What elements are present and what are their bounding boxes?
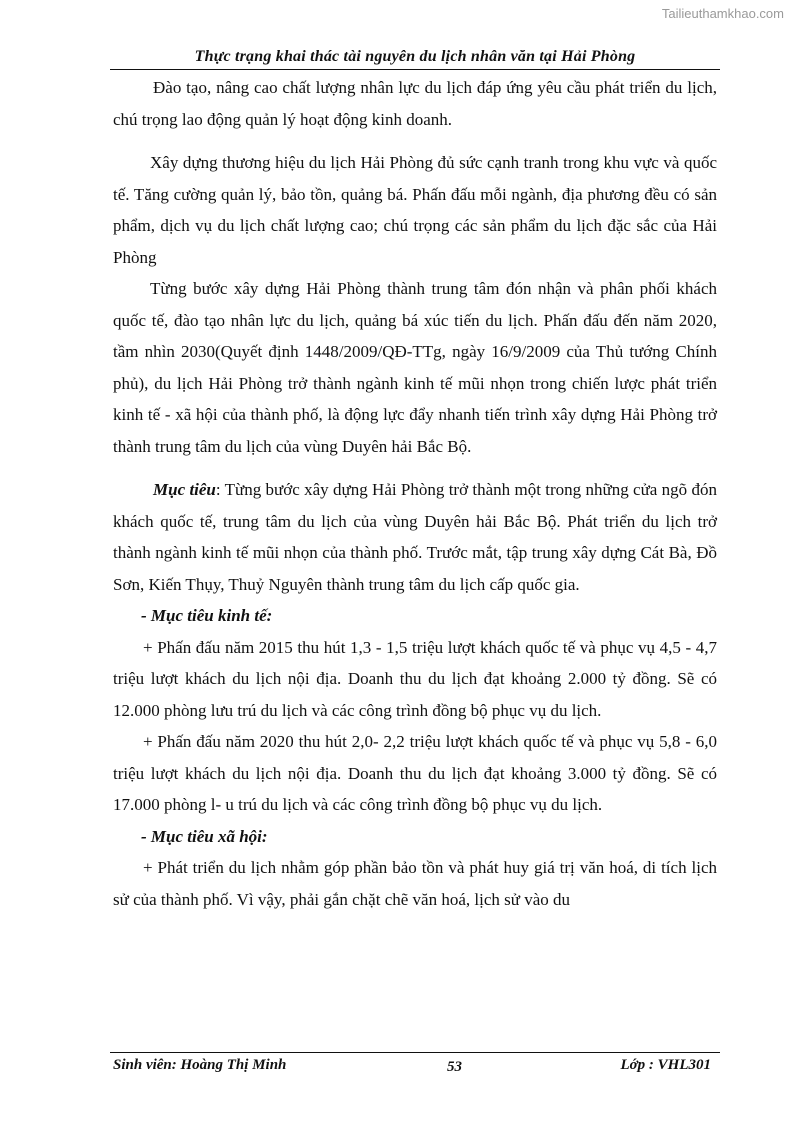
footer-class: Lớp : VHL301 xyxy=(620,1057,711,1073)
social-goal: + Phát triển du lịch nhằm góp phần bảo tồn và phát huy giá trị văn hoá, di tích lịch sử của thành phố. Vì vậy, phải gắn chặt chẽ văn hoá, lịch sử vào du xyxy=(113,858,717,909)
economic-goal-2020: + Phấn đấu năm 2020 thu hút 2,0- 2,2 triệu lượt khách quốc tế và phục vụ 5,8 - 6,0 triệu lượt khách du lịch nội địa. Doanh thu du lịch đạt khoảng 3.000 tỷ đồng. Sẽ có 17.000 phòng l- u trú du lịch và các công trình đồng bộ phục vụ du lịch. xyxy=(113,732,717,814)
running-header: Thực trạng khai thác tài nguyên du lịch nhân văn tại Hải Phòng xyxy=(194,48,636,65)
footer-student: Sinh viên: Hoàng Thị Minh xyxy=(113,1057,287,1073)
paragraph-hub: Từng bước xây dựng Hải Phòng thành trung tâm đón nhận và phân phối khách quốc tế, đào tạo nhân lực du lịch, quảng bá xúc tiến du lịch. Phấn đấu đến năm 2020, tầm nhìn 2030(Quyết định 1448/2009/QĐ-TTg, ngày 16/9/2009 của Thủ tướng Chính phủ), du lịch Hải Phòng trở thành ngành kinh tế mũi nhọn trong chiến lược phát triển kinh tế - xã hội của thành phố, là động lực đẩy nhanh tiến trình xây dựng Hải Phòng trở thành trung tâm du lịch của vùng Duyên hải Bắc Bộ. xyxy=(113,279,717,456)
paragraph-brand: Xây dựng thương hiệu du lịch Hải Phòng đủ sức cạnh tranh trong khu vực và quốc tế. Tăng cường quản lý, bảo tồn, quảng bá. Phấn đấu mỗi ngành, địa phương đều có sản phẩm, dịch vụ du lịch chất lượng cao; chú trọng các sản phẩm du lịch đặc sắc của Hải Phòng xyxy=(113,153,717,267)
footer-page-number: 53 xyxy=(447,1059,462,1075)
objective-label: Mục tiêu xyxy=(153,480,216,499)
footer-rule xyxy=(110,1052,720,1053)
header-rule xyxy=(110,69,720,70)
document-body xyxy=(113,72,717,915)
objective-text: : Từng bước xây dựng Hải Phòng trở thành một trong những cửa ngõ đón khách quốc tế, trung tâm du lịch của vùng Duyên hải Bắc Bộ. Phát triển du lịch trở thành ngành kinh tế mũi nhọn của thành phố. Trước mắt, tập trung xây dựng Cát Bà, Đồ Sơn, Kiến Thụy, Thuỷ Nguyên thành trung tâm du lịch cấp quốc gia. xyxy=(113,480,717,594)
heading-social-goals: - Mục tiêu xã hội: xyxy=(141,826,268,846)
page-footer xyxy=(113,1057,717,1079)
paragraph-training: Đào tạo, nâng cao chất lượng nhân lực du lịch đáp ứng yêu cầu phát triển du lịch, chú trọng lao động quản lý hoạt động kinh doanh. xyxy=(113,78,717,129)
heading-economic-goals: - Mục tiêu kinh tế: xyxy=(141,606,273,625)
economic-goal-2015: + Phấn đấu năm 2015 thu hút 1,3 - 1,5 triệu lượt khách quốc tế và phục vụ 4,5 - 4,7 triệu lượt khách du lịch nội địa. Doanh thu du lịch đạt khoảng 2.000 tỷ đồng. Sẽ có 12.000 phòng lưu trú du lịch và các công trình đồng bộ phục vụ du lịch. xyxy=(113,637,717,720)
watermark: Tailieuthamkhao.com xyxy=(661,6,784,21)
paragraph-objective xyxy=(113,474,717,600)
